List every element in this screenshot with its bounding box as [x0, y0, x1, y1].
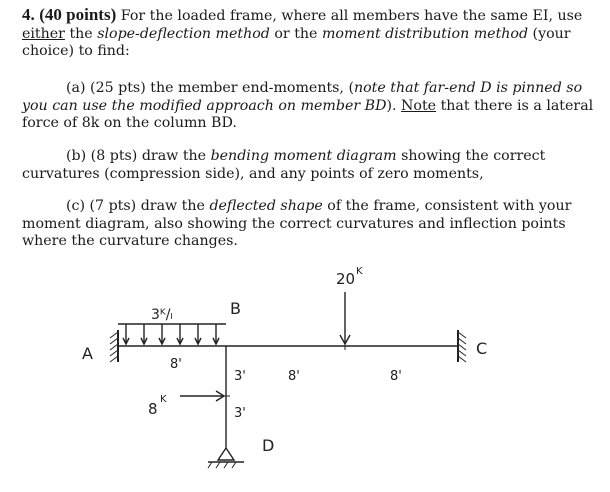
part-b-tail: showing the correct curvatures (compression side), and any points of zero moments,	[22, 148, 546, 182]
lateral-load-unit: K	[160, 394, 167, 405]
part-c-tail: of the frame, consistent with your moment diagram, also showing the correct curvatures and inflection points where the curvature changes.	[22, 198, 572, 249]
to-find-text: to find:	[78, 43, 130, 59]
part-a-lead: (a) (25 pts) the member end-moments, (	[66, 80, 354, 96]
question-header	[22, 6, 594, 61]
part-a-note-italic: note that far-end D is pinned so you can use the modified approach on member BD	[22, 80, 583, 114]
fixed-support-a-hatch	[110, 332, 118, 362]
pin-ground-hatch	[208, 462, 236, 468]
question-points: (40 points)	[39, 5, 117, 24]
part-a-tail: that there is a lateral force of 8k on the column BD.	[22, 97, 594, 131]
part-a	[22, 80, 594, 133]
part-c-lead: (c) (7 pts) draw the	[66, 198, 210, 214]
column-upper-dim: 3'	[234, 369, 246, 384]
point-load-unit: K	[356, 266, 363, 277]
part-b	[22, 148, 594, 183]
text-or-the: or the	[269, 25, 322, 42]
frame-figure	[0, 250, 610, 492]
lateral-load-value: 8	[148, 400, 158, 418]
text-your-choice: (your choice)	[22, 25, 571, 59]
part-a-close: ).	[386, 97, 402, 114]
part-c-italic: deflected shape	[209, 198, 323, 214]
part-a-note-word: Note	[401, 97, 437, 114]
point-load-value: 20	[336, 270, 356, 288]
part-b-italic: bending moment diagram	[210, 148, 397, 164]
udl-label: 3ᴷ/ₗ	[151, 307, 173, 323]
span-pc-label: 8'	[390, 369, 402, 384]
method-moment-distribution: moment distribution method	[321, 25, 529, 42]
text-the: the	[64, 25, 98, 42]
support-d-label: D	[262, 436, 275, 455]
method-slope-deflection: slope-deflection method	[97, 25, 270, 42]
question-intro: For the loaded frame, where all members have the same EI, use	[120, 8, 583, 24]
support-a-label: A	[82, 344, 93, 363]
fixed-support-c-hatch	[458, 332, 466, 362]
column-lower-dim: 3'	[234, 406, 246, 421]
joint-b-label: B	[230, 299, 241, 318]
part-b-lead: (b) (8 pts) draw the	[66, 148, 211, 164]
part-c	[22, 198, 594, 251]
span-bp-label: 8'	[288, 369, 300, 384]
span-ab-label: 8'	[170, 357, 182, 372]
either-word: either	[22, 25, 65, 42]
support-c-label: C	[476, 339, 488, 358]
question-number: 4.	[22, 5, 35, 24]
pin-support-d	[218, 448, 234, 460]
udl-arrows	[123, 324, 219, 344]
